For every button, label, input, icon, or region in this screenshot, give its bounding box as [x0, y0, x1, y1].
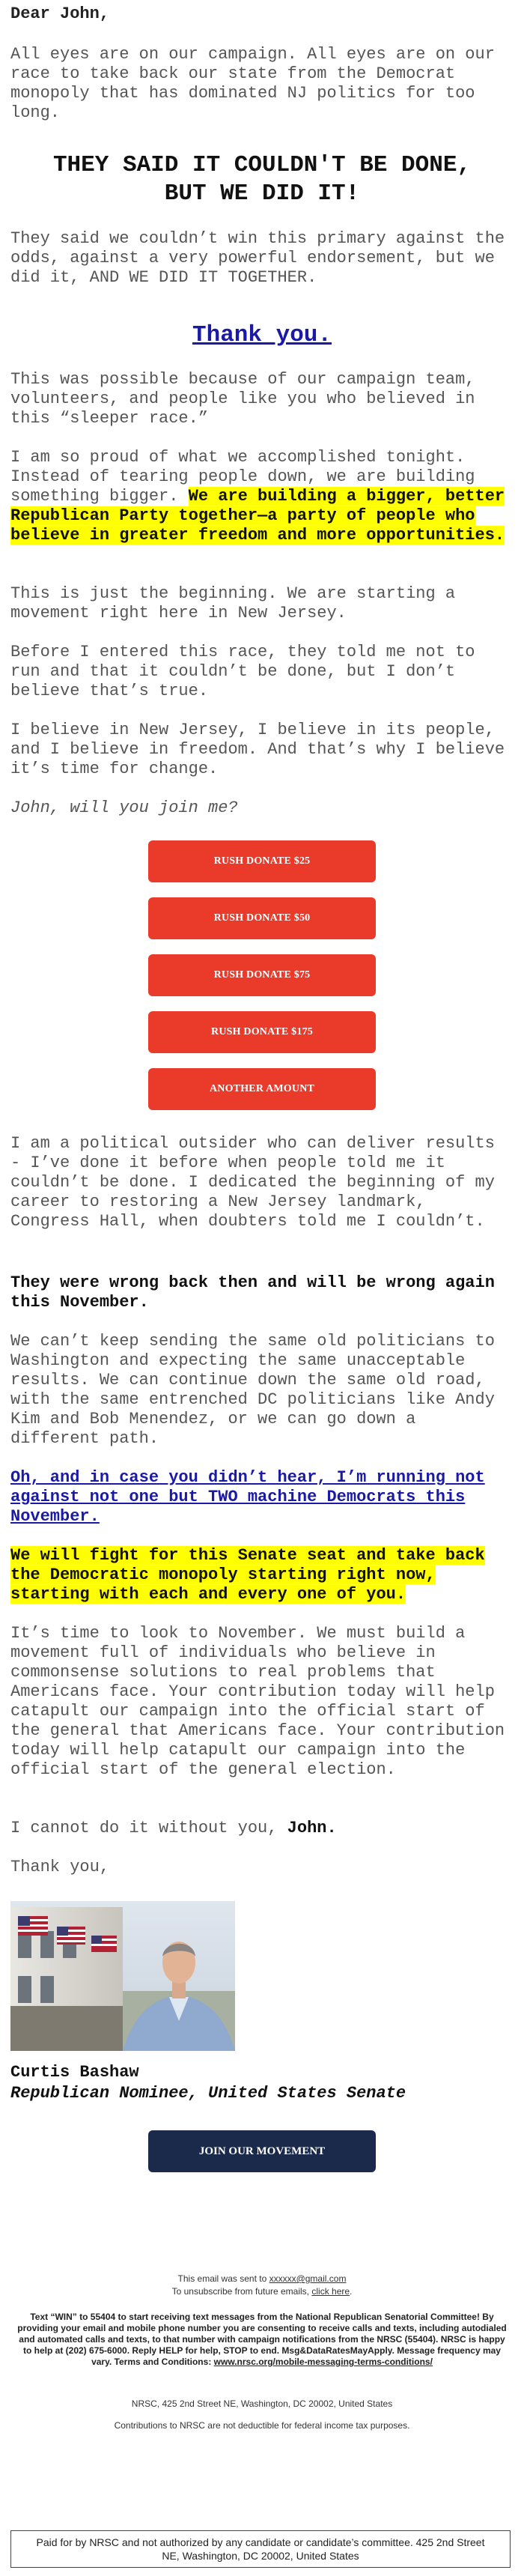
footer-contributions: Contributions to NRSC are not deductible for federal income tax purposes. — [114, 2420, 410, 2431]
recipient-email-link[interactable]: xxxxxx@gmail.com — [269, 2273, 347, 2284]
thank-you-link[interactable]: Thank you. — [192, 322, 332, 348]
november-paragraph: It’s time to look to November. We must build a movement full of individuals who believe in commonsense solutions to real problems that Americans face. Your contribution today will help catapult our campaign into the official start of the general that Americans face. Your contribution today will help catapult our campaign into the official start of the general election. — [10, 1624, 505, 1779]
footer-address: NRSC, 425 2nd Street NE, Washington, DC 20002, United States — [131, 2398, 393, 2409]
running-link-paragraph — [10, 1468, 514, 1527]
intro-paragraph: All eyes are on our campaign. All eyes are on our race to take back our state from the Democrat monopoly that has dominated NJ politics for too long. — [10, 45, 495, 122]
headline-line-2: BUT WE DID IT! — [164, 181, 360, 207]
join-ask: John, will you join me? — [10, 798, 238, 817]
running-link[interactable]: Oh, and in case you didn’t hear, I’m running not against not one but TWO machine Democrats this November. — [10, 1468, 485, 1526]
headline — [0, 151, 524, 208]
cant-paragraph: We can’t keep sending the same old politicians to Washington and expecting the same unacceptable results. We can continue down the same old road, with the same entrenched DC politicians like Andy Kim and Bob Menendez, or we can go down a different path. — [10, 1332, 495, 1448]
paid-for-disclaimer: Paid for by NRSC and not authorized by any candidate or candidate’s committee. 425 2nd Street NE, Washington, DC 20002, United States — [10, 2530, 511, 2568]
signature-title: Republican Nominee, United States Senate — [10, 2084, 406, 2103]
footer-unsubscribe: To unsubscribe from future emails, click here. — [171, 2286, 353, 2297]
proud-highlight-text: We are building a bigger, better Republican Party together—a party of people who believe in greater freedom and more opportunities. — [10, 487, 505, 545]
donate-25-button[interactable]: RUSH DONATE $25 — [148, 840, 376, 882]
donate-75-button[interactable]: RUSH DONATE $75 — [148, 954, 376, 996]
cannot-name: John. — [287, 1819, 337, 1837]
possible-paragraph: This was possible because of our campaign team, volunteers, and people like you who believed in this “sleeper race.” — [10, 370, 475, 428]
fight-paragraph — [10, 1546, 514, 1604]
donate-175-button[interactable]: RUSH DONATE $175 — [148, 1011, 376, 1053]
footer-sms-terms: Text “WIN” to 55404 to start receiving text messages from the National Republican Senatorial Committee! By providing your email and mobile phone number you are consenting to receive calls and texts, including autodialed and automated calls and texts, to that number with campaign notifications from the NRSC (55404). NRSC is happy to help at (202) 675-6000. Reply HELP for help, STOP to end. Msg&DataRatesMayApply. Message frequency may vary. Terms and Conditions: www.nrsc.org/mobile-messaging-terms-conditions/ — [17, 2312, 507, 2367]
beginning-paragraph: This is just the beginning. We are starting a movement right here in New Jersey. — [10, 584, 456, 622]
cannot-plain-text: I cannot do it without you, — [10, 1819, 287, 1837]
fight-highlight-text: We will fight for this Senate seat and take back the Democratic monopoly starting right now, starting with each and every one of you. — [10, 1546, 485, 1604]
unsubscribe-link[interactable]: click here — [311, 2286, 350, 2297]
donate-50-button[interactable]: RUSH DONATE $50 — [148, 897, 376, 939]
greeting: Dear John, — [10, 4, 110, 23]
candidate-photo — [10, 1901, 235, 2051]
before-paragraph: Before I entered this race, they told me not to run and that it couldn’t be done, but I don’t believe that’s true. — [10, 643, 475, 700]
thank-you-sign-off: Thank you, — [10, 1858, 110, 1876]
sms-terms-link[interactable]: www.nrsc.org/mobile-messaging-terms-conditions/ — [213, 2357, 433, 2367]
believe-paragraph: I believe in New Jersey, I believe in its people, and I believe in freedom. And that’s why I believe it’s time for change. — [10, 721, 505, 778]
wrong-paragraph: They were wrong back then and will be wrong again this November. — [10, 1273, 495, 1312]
join-movement-button[interactable]: JOIN OUR MOVEMENT — [148, 2130, 376, 2172]
proud-paragraph — [10, 448, 514, 545]
proud-plain-text: I am so proud of what we accomplished tonight. Instead of tearing people down, we are building something bigger. — [10, 448, 475, 506]
footer-sent-to: This email was sent to xxxxxx@gmail.com — [177, 2273, 347, 2284]
outsider-paragraph: I am a political outsider who can deliver results - I’ve done it before when people told me it couldn’t be done. I dedicated the beginning of my career to restoring a New Jersey landmark, Congress Hall, when doubters told me I couldn’t. — [10, 1134, 495, 1231]
another-amount-button[interactable]: ANOTHER AMOUNT — [148, 1068, 376, 1110]
primary-paragraph: They said we couldn’t win this primary against the odds, against a very powerful endorsement, but we did it, AND WE DID IT TOGETHER. — [10, 229, 505, 287]
headline-line-1: THEY SAID IT COULDN'T BE DONE, — [52, 152, 472, 178]
cannot-paragraph — [10, 1819, 514, 1838]
signature-name: Curtis Bashaw — [10, 2063, 139, 2082]
